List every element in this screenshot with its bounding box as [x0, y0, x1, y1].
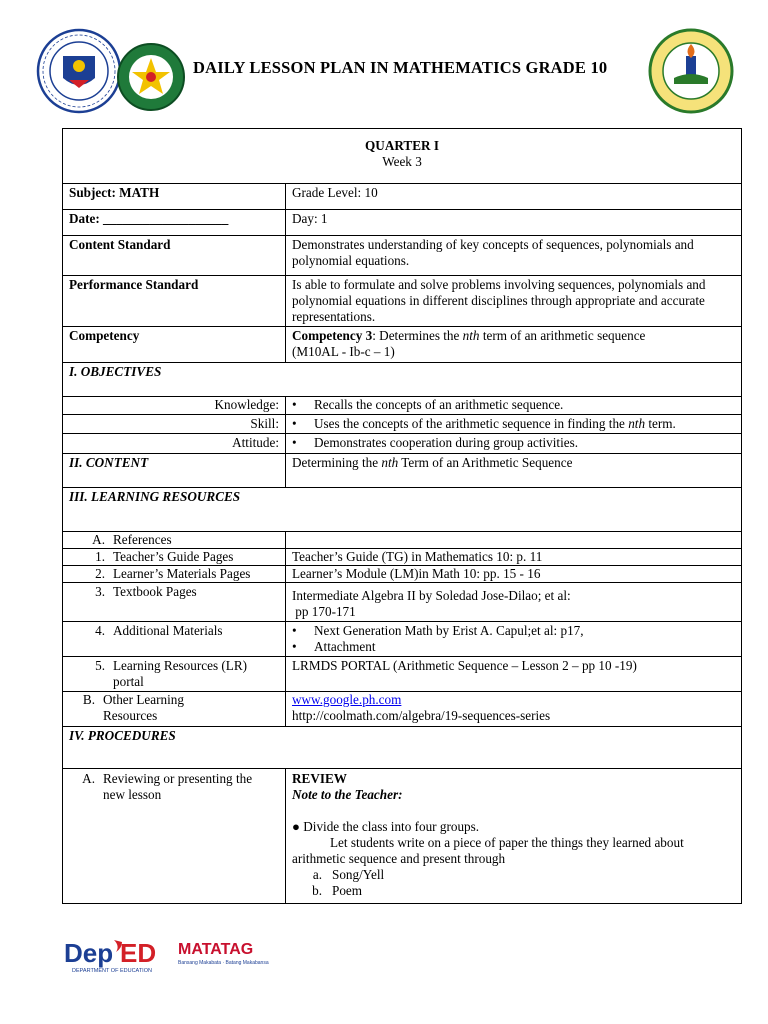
option-a	[292, 867, 741, 883]
matatag-footer-logo	[178, 938, 288, 975]
review-row	[63, 769, 742, 904]
performance-standard-label: Performance Standard	[63, 276, 286, 327]
other-resources-row	[63, 692, 742, 727]
resource-num: 3.	[95, 584, 105, 599]
option-letter: a.	[312, 867, 322, 882]
performance-standard-value: Is able to formulate and solve problems involving sequences, polynomials and polynomial equations in different disciplines through appropriate and accurate representations.	[286, 276, 742, 327]
subject-row	[63, 184, 742, 210]
google-link[interactable]: www.google.ph.com	[292, 692, 402, 707]
additional-item-1	[292, 623, 735, 639]
references-letter: A.	[92, 532, 105, 547]
bullet: •	[292, 639, 297, 654]
resource-row-3	[63, 583, 742, 622]
resource-row-1	[63, 549, 742, 566]
resource-value: Teacher’s Guide (TG) in Mathematics 10: p. 11	[286, 549, 742, 566]
deped-text-a: Dep	[64, 938, 114, 968]
knowledge-row	[63, 397, 742, 415]
resource-label: Learning Resources (LR) portal	[113, 658, 248, 689]
competency-text-end: term of an arithmetic sequence	[479, 328, 646, 343]
skill-row	[63, 415, 742, 434]
skill-nth: nth	[628, 416, 646, 431]
lesson-plan-table	[62, 128, 742, 904]
resource-value: Intermediate Algebra II by Soledad Jose-Dilao; et al:	[292, 588, 571, 603]
quarter-row	[63, 129, 742, 184]
bullet: •	[292, 435, 297, 450]
content-value	[286, 454, 742, 488]
resource-label: Learner’s Materials Pages	[113, 566, 251, 581]
option-text: Poem	[332, 883, 363, 898]
references-row	[63, 532, 742, 549]
procedure-label: Reviewing or presenting the new lesson	[103, 771, 253, 802]
matatag-subtext: Bansang Makabata · Batang Makabansa	[178, 960, 269, 966]
resource-value-pages: pp 170-171	[292, 604, 356, 619]
resource-value: Learner’s Module (LM)in Math 10: pp. 15 - 16	[286, 566, 742, 583]
skill-item	[292, 416, 741, 432]
resource-num: 5.	[95, 658, 105, 673]
bullet: •	[292, 623, 297, 638]
deped-subtext: DEPARTMENT OF EDUCATION	[72, 968, 152, 974]
skill-value: Uses the concepts of the arithmetic sequence in finding the	[314, 416, 629, 431]
content-standard-label: Content Standard	[63, 236, 286, 276]
competency-code: (M10AL - Ib-c – 1)	[292, 344, 395, 359]
division-seal-logo	[116, 42, 186, 117]
content-standard-row	[63, 236, 742, 276]
additional-item-2	[292, 639, 735, 655]
option-letter: b.	[312, 883, 322, 898]
deped-seal-logo	[36, 28, 122, 119]
instruction-line: Let students write on a piece of paper the things they learned about	[330, 835, 684, 850]
resource-value: LRMDS PORTAL (Arithmetic Sequence – Lesson 2 – pp 10 -19)	[286, 657, 742, 692]
document-title: DAILY LESSON PLAN IN MATHEMATICS GRADE 10	[193, 58, 608, 77]
grade-level-value: Grade Level: 10	[286, 184, 742, 210]
knowledge-label: Knowledge:	[63, 397, 286, 415]
option-text: Song/Yell	[332, 867, 385, 882]
attitude-row	[63, 434, 742, 454]
resources-heading-row	[63, 488, 742, 532]
deped-text-b: ED	[120, 938, 157, 968]
resource-label: Teacher’s Guide Pages	[113, 549, 234, 564]
coolmath-url: http://coolmath.com/algebra/19-sequences-series	[292, 708, 551, 723]
bullet: •	[292, 416, 297, 431]
subject-label: Subject: MATH	[63, 184, 286, 210]
content-standard-value: Demonstrates understanding of key concepts of sequences, polynomials and polynomial equations.	[286, 236, 742, 276]
resource-row-4	[63, 622, 742, 657]
resource-row-2	[63, 566, 742, 583]
resource-label: Textbook Pages	[113, 584, 197, 599]
other-resources-letter: B.	[82, 692, 95, 707]
objectives-heading: I. OBJECTIVES	[63, 363, 742, 397]
attitude-value: Demonstrates cooperation during group activities.	[314, 435, 579, 450]
competency-number: Competency 3	[292, 328, 373, 343]
procedures-heading: IV. PROCEDURES	[63, 727, 742, 769]
content-row	[63, 454, 742, 488]
procedures-heading-row	[63, 727, 742, 769]
content-heading: II. CONTENT	[63, 454, 286, 488]
attitude-item	[292, 435, 735, 451]
divide-step: ● Divide the class into four groups.	[292, 819, 480, 834]
objectives-heading-row	[63, 363, 742, 397]
option-b	[292, 883, 741, 899]
day-value: Day: 1	[286, 210, 742, 236]
knowledge-value: Recalls the concepts of an arithmetic sequence.	[314, 397, 564, 412]
performance-standard-row	[63, 276, 742, 327]
resource-num: 4.	[95, 623, 105, 638]
attitude-label: Attitude:	[63, 434, 286, 454]
content-text-end: Term of an Arithmetic Sequence	[398, 455, 573, 470]
resources-heading: III. LEARNING RESOURCES	[63, 488, 742, 532]
review-heading: REVIEW	[292, 771, 347, 786]
procedure-letter: A.	[82, 771, 95, 786]
resource-row-5	[63, 657, 742, 692]
content-text: Determining the	[292, 455, 382, 470]
teacher-note: Note to the Teacher:	[292, 787, 403, 802]
date-row	[63, 210, 742, 236]
school-seal-logo	[648, 28, 734, 119]
competency-label: Competency	[63, 327, 286, 363]
references-label: References	[113, 532, 172, 547]
competency-nth: nth	[462, 328, 480, 343]
week-label: Week 3	[382, 154, 422, 169]
bullet: •	[292, 397, 297, 412]
competency-row	[63, 327, 742, 363]
competency-text: : Determines the	[372, 328, 463, 343]
resource-label: Additional Materials	[113, 623, 223, 638]
skill-value-end: term.	[645, 416, 676, 431]
resource-num: 1.	[95, 549, 105, 564]
resource-num: 2.	[95, 566, 105, 581]
quarter-label: QUARTER I	[365, 138, 439, 153]
knowledge-item	[292, 397, 735, 413]
instruction-line-2: arithmetic sequence and present through	[292, 851, 506, 866]
resource-value: Attachment	[314, 639, 376, 654]
skill-label: Skill:	[63, 415, 286, 434]
resource-value: Next Generation Math by Erist A. Capul;et al: p17,	[314, 623, 584, 638]
date-label: Date: ___________________	[63, 210, 286, 236]
deped-footer-logo	[64, 936, 176, 981]
content-nth: nth	[381, 455, 399, 470]
other-resources-label: Other Learning Resources	[103, 692, 184, 723]
matatag-text: MATATAG	[178, 941, 254, 958]
competency-value	[286, 327, 742, 363]
